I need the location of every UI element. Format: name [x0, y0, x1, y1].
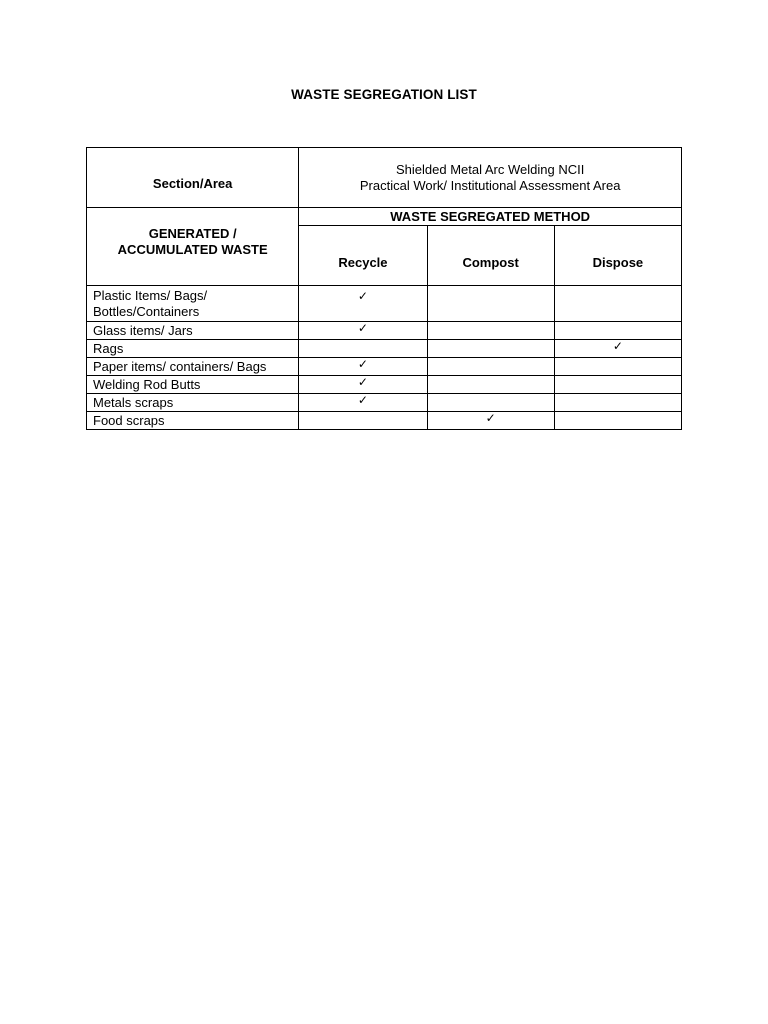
- compost-cell: [427, 322, 554, 340]
- waste-item-label: Glass items/ Jars: [87, 322, 299, 340]
- check-icon: ✓: [357, 320, 368, 335]
- dispose-cell: [554, 340, 681, 358]
- check-icon: ✓: [357, 392, 368, 407]
- table-row: [87, 376, 682, 394]
- section-area-value-cell: [299, 148, 682, 208]
- check-icon: ✓: [485, 410, 496, 425]
- compost-cell: [427, 376, 554, 394]
- method-label: WASTE SEGREGATED METHOD: [299, 208, 682, 226]
- table-row: [87, 286, 682, 322]
- dispose-cell: [554, 394, 681, 412]
- waste-item-label: Metals scraps: [87, 394, 299, 412]
- table-row: [87, 412, 682, 430]
- section-area-row: [87, 148, 682, 208]
- dispose-cell: [554, 412, 681, 430]
- waste-item-label: Paper items/ containers/ Bags: [87, 358, 299, 376]
- waste-label-cell: [87, 208, 299, 286]
- area-line-2: Practical Work/ Institutional Assessment Area: [359, 177, 621, 193]
- recycle-cell: [299, 322, 427, 340]
- waste-item-label: Food scraps: [87, 412, 299, 430]
- compost-cell: [427, 286, 554, 322]
- compost-cell: [427, 340, 554, 358]
- waste-item-label: Welding Rod Butts: [87, 376, 299, 394]
- dispose-cell: [554, 376, 681, 394]
- section-area-label: Section/Area: [152, 175, 233, 191]
- recycle-cell: [299, 286, 427, 322]
- compost-cell: [427, 412, 554, 430]
- table-row: [87, 358, 682, 376]
- area-line-1: Shielded Metal Arc Welding NCII: [395, 161, 585, 177]
- dispose-cell: [554, 358, 681, 376]
- column-header-dispose: Dispose: [554, 226, 681, 286]
- waste-item-label: Rags: [87, 340, 299, 358]
- column-header-recycle: Recycle: [299, 226, 427, 286]
- table-row: [87, 322, 682, 340]
- check-icon: ✓: [357, 288, 368, 303]
- recycle-cell: [299, 394, 427, 412]
- waste-label-line-1: GENERATED /: [148, 225, 237, 241]
- table-row: [87, 340, 682, 358]
- column-header-compost: Compost: [427, 226, 554, 286]
- waste-segregation-table: [86, 147, 682, 430]
- check-icon: ✓: [357, 356, 368, 371]
- waste-item-label: Plastic Items/ Bags/ Bottles/Containers: [87, 286, 299, 322]
- check-icon: ✓: [357, 374, 368, 389]
- dispose-cell: [554, 286, 681, 322]
- section-area-label-cell: [87, 148, 299, 208]
- compost-cell: [427, 358, 554, 376]
- recycle-cell: [299, 412, 427, 430]
- document-title: WASTE SEGREGATION LIST: [291, 87, 477, 102]
- waste-label-line-2: ACCUMULATED WASTE: [117, 241, 268, 257]
- method-header-row: [87, 208, 682, 226]
- table-row: [87, 394, 682, 412]
- check-icon: ✓: [612, 338, 623, 353]
